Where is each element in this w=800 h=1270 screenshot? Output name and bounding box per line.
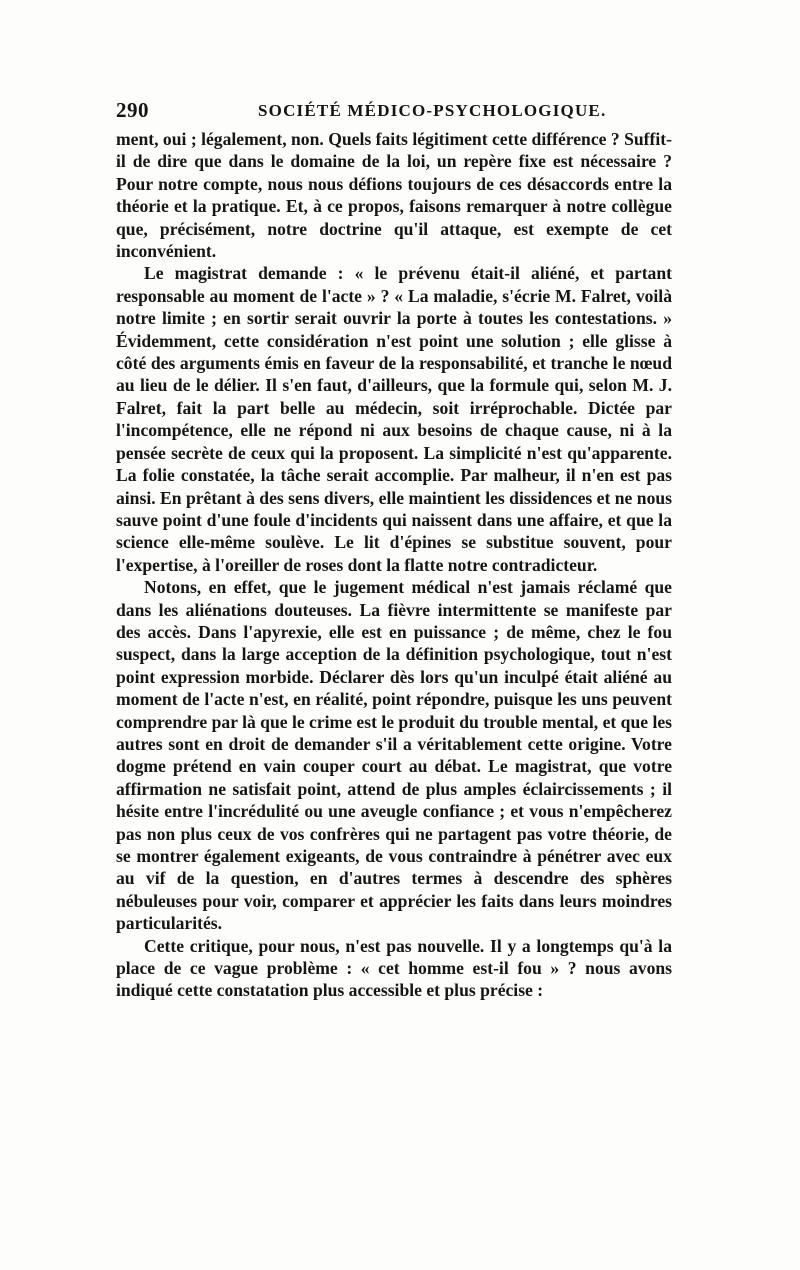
body-text [116, 128, 672, 1002]
page-number: 290 [116, 98, 149, 122]
page-header [116, 98, 676, 124]
paragraph-magistrat: Le magistrat demande : « le prévenu était-il aliéné, et partant responsable au moment de l'acte » ? « La maladie, s'écrie M. Falret, voilà notre limite ; en sortir serait ouvrir la porte à toutes les contestations. » Évidemment, cette considération n'est point une solution ; elle glisse à côté des arguments émis en faveur de la responsabilité, et tranche le nœud au lieu de le délier. Il s'en faut, d'ailleurs, que la formule qui, selon M. J. Falret, fait la part belle au médecin, soit irréprochable. Dictée par l'incompétence, elle ne répond ni aux besoins de chaque cause, ni à la pensée secrète de ceux qui la proposent. La simplicité n'est qu'apparente. La folie constatée, la tâche serait accomplie. Par malheur, il n'en est pas ainsi. En prêtant à des sens divers, elle maintient les dissidences et ne nous sauve point d'une foule d'incidents qui naissent dans une affaire, et que la science elle-même soulève. Le lit d'épines se substitue souvent, pour l'expertise, à l'oreiller de roses dont la flatte notre contradicteur. [116, 263, 672, 575]
paragraph-continuation: ment, oui ; légalement, non. Quels faits légitiment cette différence ? Suffit-il de dire que dans le domaine de la loi, un repère fixe est nécessaire ? Pour notre compte, nous nous défions toujours de ces désaccords entre la théorie et la pratique. Et, à ce propos, faisons remarquer à notre collègue que, précisément, notre doctrine qu'il attaque, est exempte de cet inconvénient. [116, 129, 672, 262]
paragraph-notons: Notons, en effet, que le jugement médical n'est jamais réclamé que dans les aliénations douteuses. La fièvre intermittente se manifeste par des accès. Dans l'apyrexie, elle est en puissance ; de même, chez le fou suspect, dans la large acception de la définition psychologique, tout n'est point expression morbide. Déclarer dès lors qu'un inculpé était aliéné au moment de l'acte n'est, en réalité, point répondre, puisque les uns peuvent comprendre par là que le crime est le produit du trouble mental, et que les autres sont en droit de demander s'il a véritablement cette origine. Votre dogme prétend en vain couper court au débat. Le magistrat, que votre affirmation ne satisfait point, attend de plus amples éclaircissements ; il hésite entre l'incrédulité ou une aveugle confiance ; et vous n'empêcherez pas non plus ceux de vos confrères qui ne partagent pas votre théorie, de se montrer également exigeants, de vous contraindre à pénétrer avec eux au vif de la question, en d'autres termes à descendre des sphères nébuleuses pour voir, comparer et apprécier les faits dans leurs moindres particularités. [116, 577, 672, 934]
running-title: SOCIÉTÉ MÉDICO-PSYCHOLOGIQUE. [258, 101, 607, 120]
paragraph-critique: Cette critique, pour nous, n'est pas nouvelle. Il y a longtemps qu'à la place de ce vague problème : « cet homme est-il fou » ? nous avons indiqué cette constatation plus accessible et plus précise : [116, 935, 672, 1001]
